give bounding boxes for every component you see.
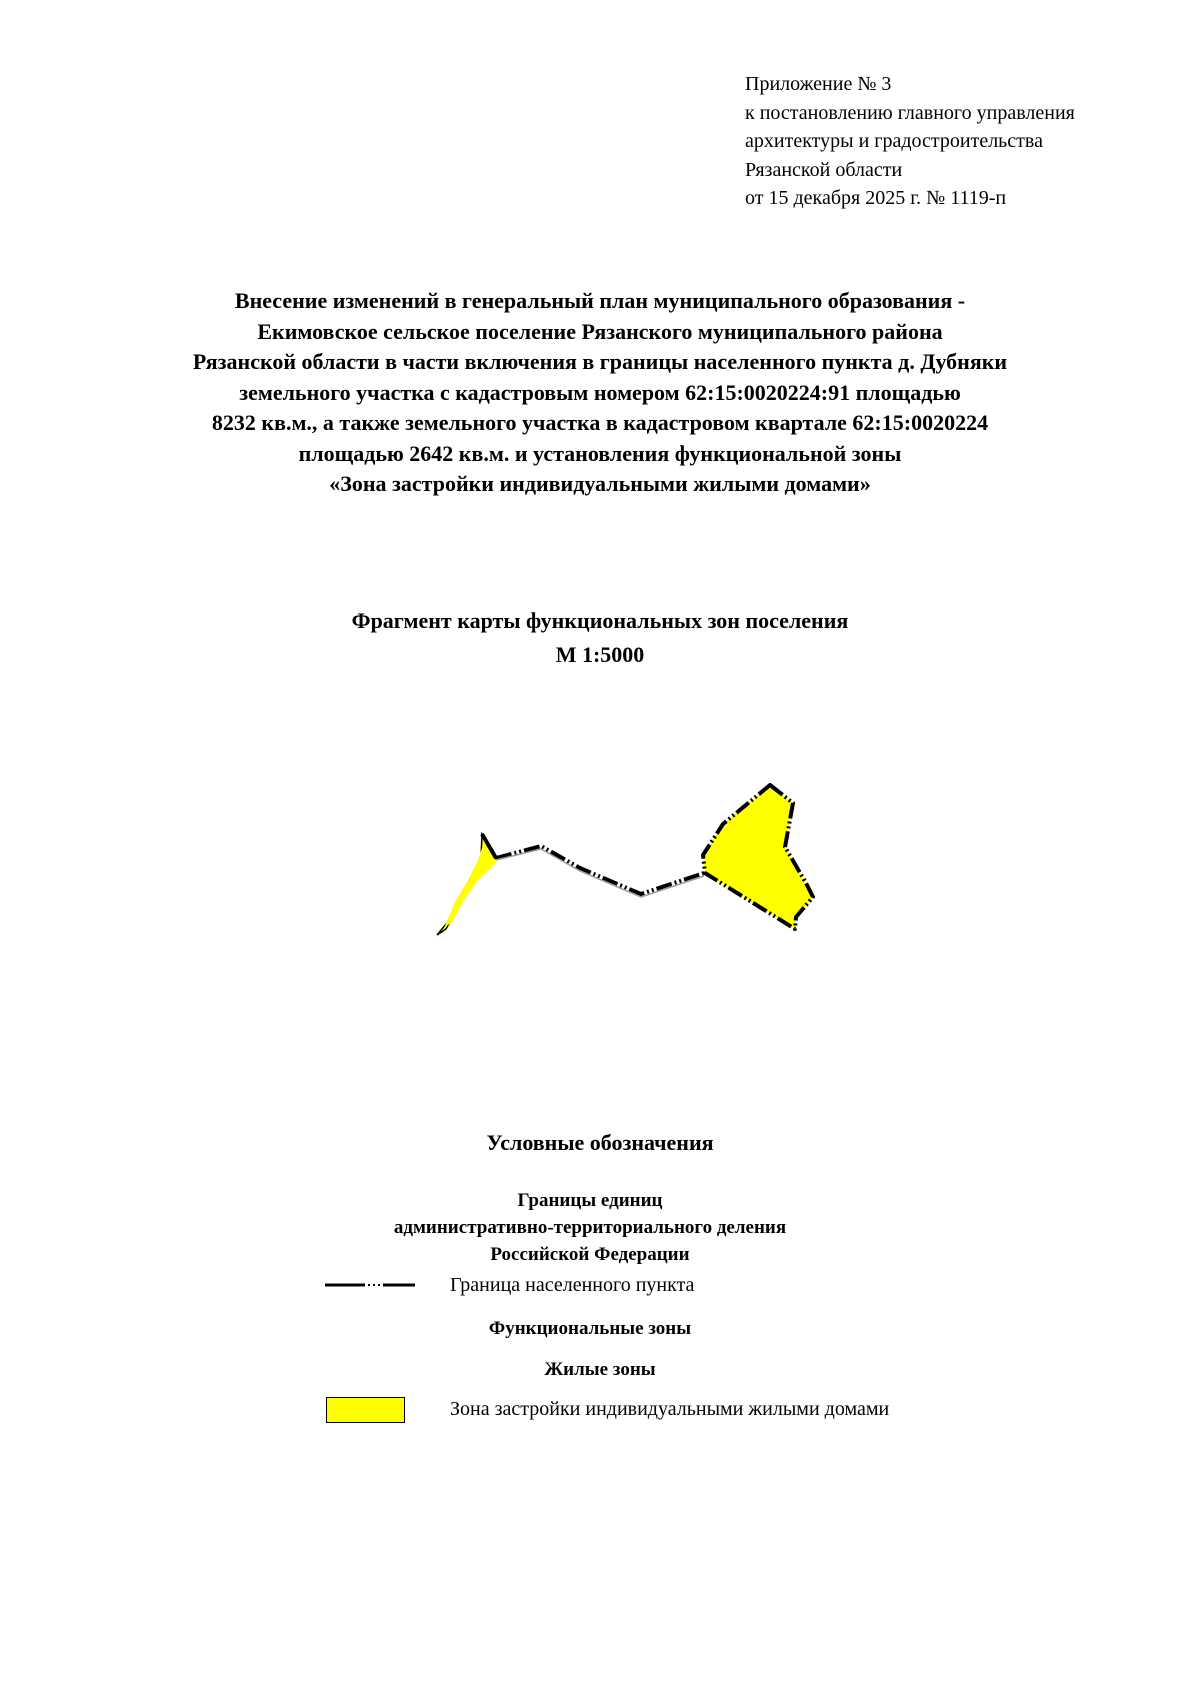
title-line: Екимовское сельское поселение Рязанского муниципального района <box>257 318 943 344</box>
title-line: 8232 кв.м., а также земельного участка в кадастровом квартале 62:15:0020224 <box>211 410 989 435</box>
title-line: земельного участка с кадастровым номером 62:15:0020224:91 площадью <box>239 379 961 405</box>
title-line: Внесение изменений в генеральный план муниципального образования - <box>234 288 966 313</box>
map-heading: Фрагмент карты функциональных зон поселения <box>351 608 849 633</box>
legend-boundary-line-symbol <box>325 1279 415 1291</box>
title-line: Рязанской области в части включения в границы населенного пункта д. Дубняки <box>192 349 1008 374</box>
connector-inner-line <box>496 849 704 897</box>
map-scale: М 1:5000 <box>555 642 645 667</box>
legend-group-line: административно-территориального деления <box>393 1217 787 1238</box>
zone-plot-small <box>437 834 496 935</box>
zone-plot-large <box>703 785 813 929</box>
legend-settlement-boundary-label: Граница населенного пункта <box>450 1274 695 1296</box>
legend-functional-zones-heading: Функциональные зоны <box>488 1318 692 1339</box>
title-line: площадью 2642 кв.м. и установления функциональной зоны <box>298 440 902 466</box>
legend-title: Условные обозначения <box>486 1130 714 1155</box>
settlement-boundary-connector <box>496 846 704 894</box>
appendix-authority: архитектуры и градостроительства <box>745 130 1043 152</box>
title-line: «Зона застройки индивидуальными жилыми домами» <box>329 471 871 496</box>
legend-group-line: Границы единиц <box>517 1190 663 1211</box>
zone-plot-small-fill <box>444 842 497 928</box>
appendix-number: Приложение № 3 <box>745 73 892 95</box>
legend-individual-housing-label: Зона застройки индивидуальными жилыми домами <box>450 1398 890 1420</box>
document-title <box>80 286 1120 500</box>
appendix-resolution-ref: к постановлению главного управления <box>745 101 1075 124</box>
settlement-boundary-small <box>482 834 496 858</box>
appendix-date-number: от 15 декабря 2025 г. № 1119-п <box>745 187 1007 209</box>
legend-boundary-group <box>80 1187 1100 1268</box>
map-heading-block <box>80 604 1120 672</box>
legend-group-line: Российской Федерации <box>490 1244 690 1265</box>
legend-residential-zones-heading: Жилые зоны <box>544 1359 656 1380</box>
appendix-region: Рязанской области <box>745 158 903 181</box>
legend-zone-fill-swatch <box>326 1397 405 1423</box>
appendix-header <box>745 70 1075 213</box>
